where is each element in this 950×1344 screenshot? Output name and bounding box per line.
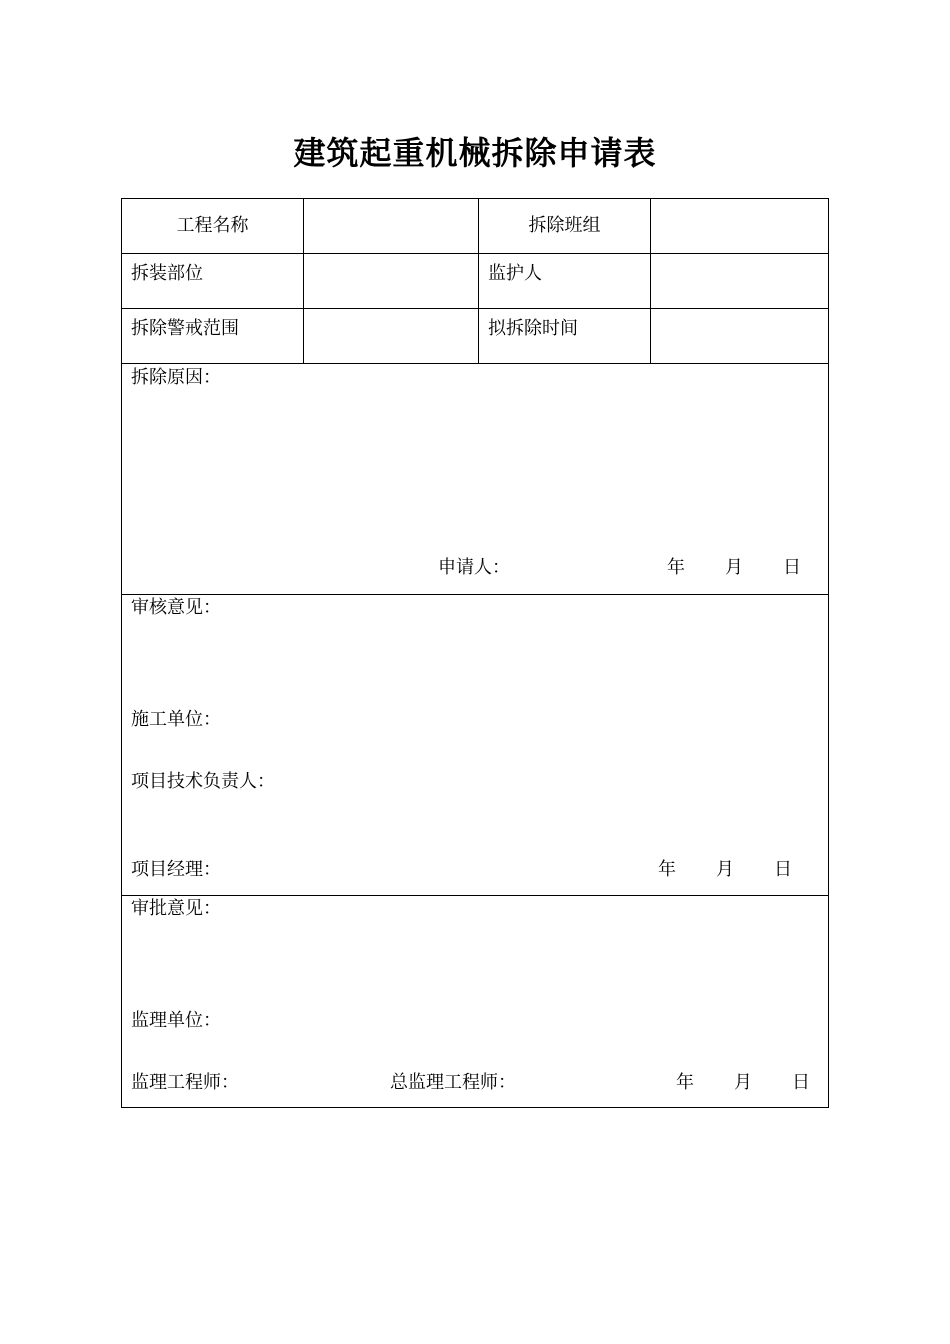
planned-time-field[interactable]	[651, 310, 827, 362]
reason-year-label: 年	[667, 557, 685, 578]
review-month-label: 月	[716, 859, 734, 880]
install-location-label: 拆装部位	[131, 263, 203, 284]
table-border-bottom	[121, 1107, 829, 1108]
reason-day-label: 日	[783, 557, 801, 578]
row-divider	[121, 363, 829, 364]
approval-year-label: 年	[676, 1072, 694, 1093]
table-border-right	[828, 198, 829, 1108]
project-manager-label: 项目经理：	[131, 859, 221, 880]
planned-time-label: 拟拆除时间	[488, 318, 578, 339]
review-opinion-label: 审核意见：	[131, 597, 221, 618]
table-border-top	[121, 198, 829, 199]
removal-team-field[interactable]	[651, 200, 827, 252]
row-divider	[121, 308, 829, 309]
removal-team-label: 拆除班组	[528, 215, 601, 236]
warning-range-field[interactable]	[304, 310, 478, 362]
reason-month-label: 月	[725, 557, 743, 578]
supervision-unit-label: 监理单位：	[131, 1010, 221, 1031]
project-name-field[interactable]	[304, 200, 478, 252]
removal-reason-label: 拆除原因：	[131, 367, 221, 388]
tech-lead-label: 项目技术负责人：	[131, 771, 275, 792]
review-year-label: 年	[658, 859, 676, 880]
section-divider	[121, 594, 829, 595]
supervisor-field[interactable]	[651, 255, 827, 307]
form-title: 建筑起重机械拆除申请表	[293, 134, 657, 172]
install-location-field[interactable]	[304, 255, 478, 307]
supervising-engineer-label: 监理工程师：	[131, 1072, 239, 1093]
construction-unit-label: 施工单位：	[131, 709, 221, 730]
row-divider	[121, 253, 829, 254]
warning-range-label: 拆除警戒范围	[131, 318, 239, 339]
chief-engineer-label: 总监理工程师：	[390, 1072, 516, 1093]
approval-day-label: 日	[792, 1072, 810, 1093]
approval-month-label: 月	[734, 1072, 752, 1093]
table-border-left	[121, 198, 122, 1108]
section-divider	[121, 895, 829, 896]
applicant-label: 申请人：	[438, 557, 510, 578]
approval-opinion-label: 审批意见：	[131, 898, 221, 919]
review-day-label: 日	[774, 859, 792, 880]
supervisor-label: 监护人	[488, 263, 542, 284]
project-name-label: 工程名称	[176, 215, 249, 236]
